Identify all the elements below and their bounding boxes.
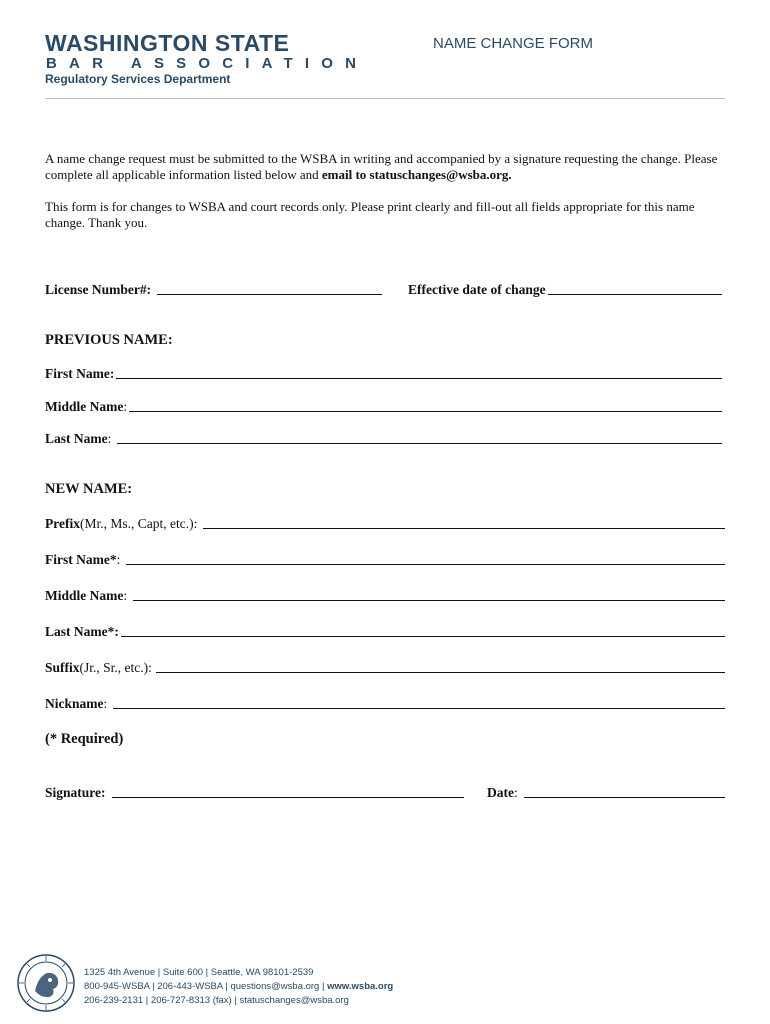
signature-line[interactable] bbox=[112, 797, 464, 798]
effective-date-label: Effective date of change bbox=[408, 282, 546, 297]
new-suffix-line[interactable] bbox=[156, 672, 725, 673]
previous-first-name-field[interactable] bbox=[45, 366, 722, 382]
new-first-name-line[interactable] bbox=[126, 564, 725, 565]
required-note: (* Required) bbox=[45, 731, 124, 747]
previous-middle-name-label: Middle Name bbox=[45, 399, 124, 414]
new-suffix-hint: (Jr., Sr., etc.): bbox=[79, 660, 152, 675]
footer-address: 1325 4th Avenue | Suite 600 | Seattle, WA 98101-2539 bbox=[84, 967, 314, 978]
form-title: NAME CHANGE FORM bbox=[433, 35, 594, 52]
previous-last-name-field[interactable]: Last Name : bbox=[45, 431, 722, 447]
license-number-label: License Number#: bbox=[45, 282, 152, 297]
new-suffix-label: Suffix bbox=[45, 660, 80, 675]
intro-email: email to statuschanges@wsba.org. bbox=[321, 167, 512, 182]
previous-name-heading: PREVIOUS NAME: bbox=[45, 332, 173, 348]
department-name: Regulatory Services Department bbox=[45, 72, 231, 86]
footer-contact bbox=[84, 981, 393, 992]
new-last-name-field[interactable] bbox=[45, 624, 725, 640]
org-name-line2: BAR ASSOCIATION bbox=[46, 55, 369, 72]
new-middle-name-line[interactable] bbox=[133, 600, 725, 601]
date-field[interactable]: Date : bbox=[487, 785, 725, 801]
wsba-seal-icon bbox=[16, 953, 76, 1013]
intro-paragraph-1 bbox=[45, 151, 725, 183]
previous-first-name-line[interactable] bbox=[116, 378, 722, 379]
date-line[interactable] bbox=[524, 797, 725, 798]
new-last-name-label: Last Name*: bbox=[45, 624, 119, 639]
new-middle-name-field[interactable]: Middle Name : bbox=[45, 588, 725, 604]
previous-last-name-label: Last Name bbox=[45, 431, 108, 446]
previous-middle-name-line[interactable] bbox=[129, 411, 722, 412]
previous-first-name-label: First Name: bbox=[45, 366, 115, 381]
new-prefix-hint: (Mr., Ms., Capt, etc.): bbox=[79, 516, 198, 531]
new-name-heading: NEW NAME: bbox=[45, 481, 133, 497]
nickname-field[interactable]: Nickname : bbox=[45, 696, 725, 712]
org-name-line1: WASHINGTON STATE bbox=[45, 30, 290, 56]
new-suffix-field[interactable] bbox=[45, 660, 725, 676]
previous-middle-name-field[interactable]: Middle Name : bbox=[45, 399, 722, 415]
date-label: Date bbox=[487, 785, 514, 800]
effective-date-field[interactable] bbox=[408, 282, 722, 298]
license-number-line[interactable] bbox=[157, 294, 382, 295]
new-last-name-line[interactable] bbox=[121, 636, 725, 637]
new-middle-name-label: Middle Name bbox=[45, 588, 124, 603]
footer-phones: 800-945-WSBA | 206-443-WSBA | questions@wsba.org | bbox=[84, 981, 328, 992]
license-number-field[interactable] bbox=[45, 282, 382, 298]
new-first-name-field[interactable]: First Name* : bbox=[45, 552, 725, 568]
signature-field[interactable] bbox=[45, 785, 464, 801]
footer-website-link[interactable]: www.wsba.org bbox=[327, 981, 394, 992]
header-divider bbox=[45, 98, 725, 99]
previous-last-name-line[interactable] bbox=[117, 443, 722, 444]
footer-fax: 206-239-2131 | 206-727-8313 (fax) | statuschanges@wsba.org bbox=[84, 995, 349, 1006]
new-prefix-label: Prefix bbox=[45, 516, 80, 531]
nickname-line[interactable] bbox=[113, 708, 725, 709]
new-first-name-label: First Name* bbox=[45, 552, 117, 567]
signature-label: Signature: bbox=[45, 785, 106, 800]
intro-paragraph-2: This form is for changes to WSBA and court records only. Please print clearly and fill-out all fields appropriate for this name change. Thank you. bbox=[45, 199, 695, 230]
nickname-label: Nickname bbox=[45, 696, 104, 711]
new-prefix-field[interactable] bbox=[45, 516, 725, 532]
new-prefix-line[interactable] bbox=[203, 528, 725, 529]
effective-date-line[interactable] bbox=[548, 294, 722, 295]
intro-text: A name change request must be submitted to the WSBA in writing and accompanied by a signature requesting the change. Please complete all applicable information listed below and bbox=[45, 151, 718, 182]
